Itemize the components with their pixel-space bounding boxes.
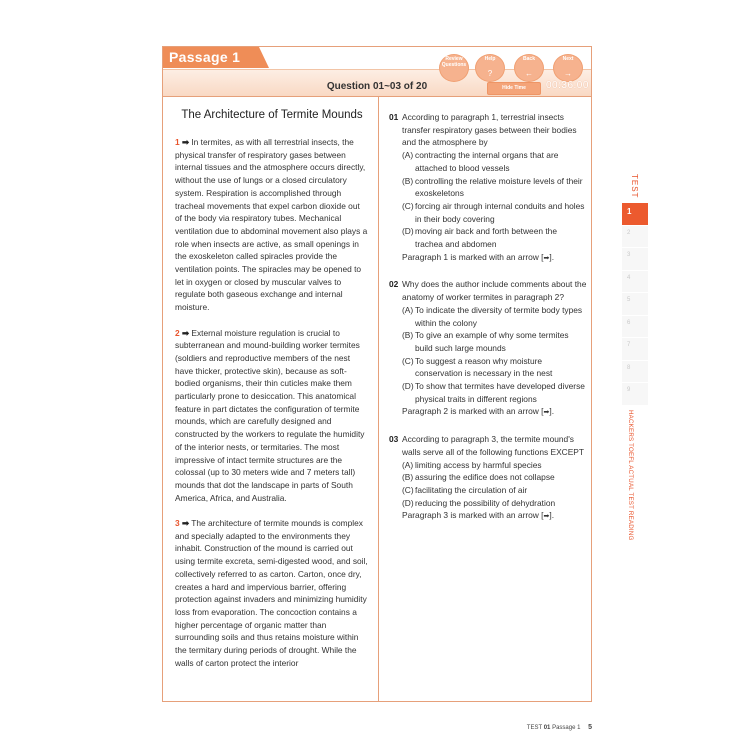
question-counter: Question 01~03 of 20	[326, 81, 428, 92]
answer-option[interactable]: (B) controlling the relative moisture levels of their exoskeletons	[402, 175, 583, 199]
side-test-label: TEST	[630, 174, 639, 199]
answer-option[interactable]: (A) To indicate the diversity of termite body types within the colony	[402, 304, 583, 328]
paragraph-text: In termites, as with all terrestrial insects, the physical transfer of respiratory gases between internal tissues and the atmosphere occurs directly, without the use of lungs or a closed circulatory system. Respiration is accomplished through tracheal movements that expel carbon dioxide out of the body via respiratory tubes. Mechanical ventilation due to abdominal movement also plays a role when insects are active, as small openings in the exoskeleton called spiracles provide the ventilation points. The spiracles may be opened to let in oxygen or closed by muscular valves to regulate both gaseous exchange and internal moisture.	[175, 137, 368, 313]
arrow-icon: ➡	[543, 513, 550, 521]
question-02	[389, 278, 587, 420]
answer-option[interactable]: (A) limiting access by harmful species	[402, 459, 542, 470]
test-index-item[interactable]: 7	[622, 338, 648, 361]
paragraph-3	[175, 517, 369, 669]
test-index-item[interactable]: 1	[622, 203, 648, 226]
test-index-item[interactable]: 8	[622, 361, 648, 384]
paragraph-text: External moisture regulation is crucial to subterranean and mound-building worker termites (soldiers and reproductive members of the nest have thicker, protective skin), because as soft-bodied organisms, their thin cuticles make them particularly prone to desiccation. This anatomical feature in part dictates the configuration of termite mounds, which are carefully designed and constructed by the workers to regulate the humidity of the interior nests, or termitaries. The most impressive of intact termite structures are the colossal (up to 30 meters wide and 7 meters tall) mounds that dot the landscape in parts of South America, Africa, and Australia.	[175, 327, 365, 503]
arrow-icon: ➡	[543, 254, 550, 262]
question-01	[389, 111, 587, 265]
page-number: 5	[588, 724, 592, 731]
paragraph-number: 1	[175, 137, 180, 147]
question-stem: Why does the author include comments about the anatomy of worker termites in paragraph 2?	[402, 279, 587, 303]
paragraph-number: 2	[175, 327, 180, 338]
paragraph-note: Paragraph 3 is marked with an arrow [➡].	[402, 509, 587, 524]
help-icon: Help ?	[475, 54, 505, 82]
test-index-item[interactable]: 4	[622, 271, 648, 294]
test-index-item[interactable]: 6	[622, 316, 648, 339]
arrow-icon: ➡	[543, 409, 550, 417]
paragraph-number: 3	[175, 518, 180, 529]
questions-column	[389, 111, 587, 537]
answer-option[interactable]: (A) contracting the internal organs that are attached to blood vessels	[402, 150, 559, 173]
help-button[interactable]	[469, 54, 509, 82]
question-stem: According to paragraph 3, the termite mound's walls serve all of the following functions EXCEPT	[402, 434, 585, 457]
question-number: 03	[389, 434, 399, 445]
paragraph-note: Paragraph 1 is marked with an arrow [➡].	[402, 251, 587, 266]
paragraph-note: Paragraph 2 is marked with an arrow [➡].	[402, 405, 587, 420]
question-number: 02	[389, 279, 399, 290]
answer-option[interactable]: (C) To suggest a reason why moisture conservation is necessary in the nest	[402, 355, 553, 379]
article-title: The Architecture of Termite Mounds	[181, 109, 363, 121]
test-index-item[interactable]: 9	[622, 383, 648, 406]
test-window	[162, 46, 592, 702]
question-stem: According to paragraph 1, terrestrial insects transfer respiratory gases between their bodies and the atmosphere by	[402, 112, 577, 148]
question-03	[389, 433, 587, 524]
paragraph-arrow-icon: ➡	[182, 518, 190, 529]
back-arrow-icon: Back ←	[514, 54, 544, 82]
test-index-item[interactable]: 3	[622, 248, 648, 271]
review-icon: Review Questions	[439, 54, 469, 82]
answer-option[interactable]: (D) To show that termites have developed diverse physical traits in different regions	[402, 381, 585, 404]
paragraph-1	[175, 136, 369, 314]
page-footer: TEST 01 Passage 1 5	[526, 724, 592, 731]
back-button[interactable]	[508, 54, 548, 82]
passage-column	[175, 109, 369, 682]
answer-option[interactable]: (D) moving air back and forth between the trachea and abdomen	[402, 226, 557, 250]
question-number: 01	[389, 112, 399, 122]
next-button[interactable]	[547, 54, 587, 82]
column-divider	[378, 97, 379, 702]
answer-option[interactable]: (D) reducing the possibility of dehydration	[402, 497, 556, 508]
review-questions-button[interactable]	[433, 54, 473, 82]
hide-time-button[interactable]: Hide Time	[487, 82, 541, 95]
timer: 00:36:00	[546, 80, 589, 91]
answer-option[interactable]: (C) facilitating the circulation of air	[402, 484, 528, 495]
test-index-item[interactable]: 5	[622, 293, 648, 316]
paragraph-2	[175, 327, 369, 505]
paragraph-arrow-icon: ➡	[182, 137, 190, 147]
book-title: HACKERS TOEFL ACTUAL TEST READING	[627, 410, 634, 541]
test-index-item[interactable]: 2	[622, 226, 648, 249]
next-arrow-icon: Next →	[553, 54, 583, 82]
answer-option[interactable]: (C) forcing air through internal conduits and holes in their body covering	[402, 200, 585, 224]
paragraph-text: The architecture of termite mounds is complex and specially adapted to the environments they inhabit. Construction of the mound is carried out using termite excreta, semi-digested wood, and soil, collectively referred to as carton. Carton, once dry, creates a hard and impervious barrier, offering protection against invaders and minimizing humidity loss from evaporation. The concoction contains a higher percentage of organic matter than surrounding soils and thus retains moisture within the termitary during periods of drought. While the walls of carton protect the interior	[175, 518, 368, 668]
test-index-nav	[622, 203, 648, 406]
passage-tab: Passage 1	[163, 47, 259, 68]
answer-option[interactable]: (B) To give an example of why some termites build such large mounds	[402, 330, 569, 353]
answer-option[interactable]: (B) assuring the edifice does not collapse	[402, 472, 555, 483]
paragraph-arrow-icon: ➡	[182, 327, 190, 338]
